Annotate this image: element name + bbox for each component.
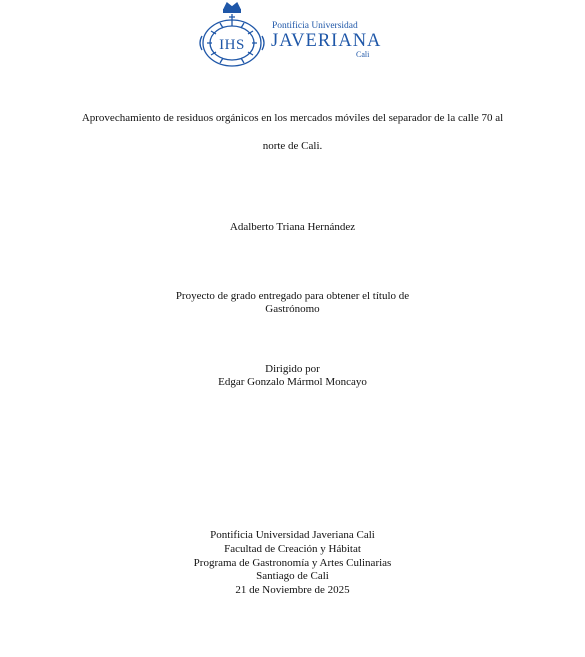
logo-monogram: IHS	[219, 37, 245, 53]
logo-line-city: Cali	[356, 50, 370, 59]
purpose-line-2: Gastrónomo	[265, 303, 320, 315]
institution-program: Programa de Gastronomía y Artes Culinarias	[193, 557, 392, 569]
author-name: Adalberto Triana Hernández	[229, 221, 356, 233]
director-label: Dirigido por	[265, 363, 320, 375]
logo-line-javeriana: JAVERIANA	[271, 31, 382, 51]
institution-university: Pontificia Universidad Javeriana Cali	[210, 529, 375, 541]
institution-faculty: Facultad de Creación y Hábitat	[224, 543, 361, 555]
title-line-2: norte de Cali.	[262, 140, 323, 152]
javeriana-seal-icon	[196, 0, 268, 70]
director-name: Edgar Gonzalo Mármol Moncayo	[218, 376, 367, 388]
logo-line-university: Pontificia Universidad	[272, 21, 358, 31]
purpose-line-1: Proyecto de grado entregado para obtener el título de	[175, 290, 410, 302]
institution-city: Santiago de Cali	[256, 570, 329, 582]
title-line-1: Aprovechamiento de residuos orgánicos en los mercados móviles del separador de la calle 70 al	[81, 112, 504, 124]
university-logo	[196, 0, 382, 70]
document-date: 21 de Noviembre de 2025	[235, 584, 350, 596]
